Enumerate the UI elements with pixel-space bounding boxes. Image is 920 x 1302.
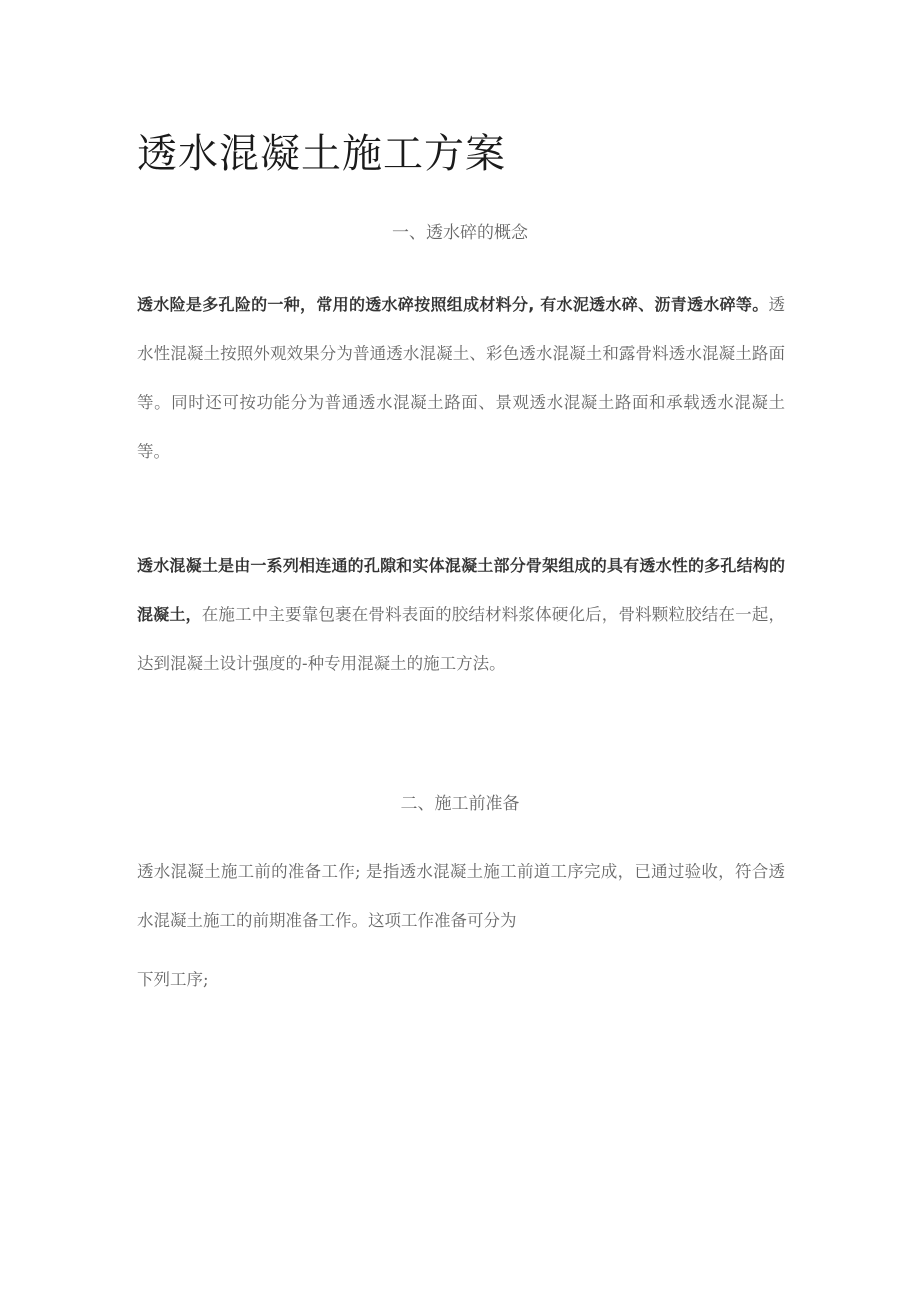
section-2-heading: 二、施工前准备	[400, 794, 520, 814]
section-1-paragraph-1-bold: 透水险是多孔险的一种，常用的透水碎按照组成材料分, 有水泥透水碎、沥青透水碎等。	[137, 295, 769, 314]
document-title: 透水混凝土施工方案	[137, 131, 506, 177]
section-1-heading: 一、透水碎的概念	[392, 223, 528, 243]
section-1-paragraph-1	[137, 280, 785, 476]
section-1-paragraph-2-bold: 透水混凝土是由一系列相连通的孔隙和实体混凝土部分骨架组成的具有透水性的多孔结构的混凝土，	[137, 556, 785, 624]
section-2-paragraph-1: 透水混凝土施工前的准备工作; 是指透水混凝土施工前道工序完成，已通过验收，符合透水混凝土施工的前期准备工作。这项工作准备可分为	[137, 862, 785, 930]
section-2-paragraph-2: 下列工序;	[137, 970, 209, 989]
section-1-paragraph-2	[137, 541, 785, 688]
section-1-paragraph-1-text: 透水性混凝土按照外观效果分为普通透水混凝土、彩色透水混凝土和露骨料透水混凝土路面等。同时还可按功能分为普通透水混凝土路面、景观透水混凝土路面和承载透水混凝土等。	[137, 295, 785, 461]
section-1-paragraph-2-text: 在施工中主要靠包裹在骨料表面的胶结材料浆体硬化后，骨料颗粒胶结在一起，达到混凝土设计强度的-种专用混凝土的施工方法。	[137, 605, 785, 673]
